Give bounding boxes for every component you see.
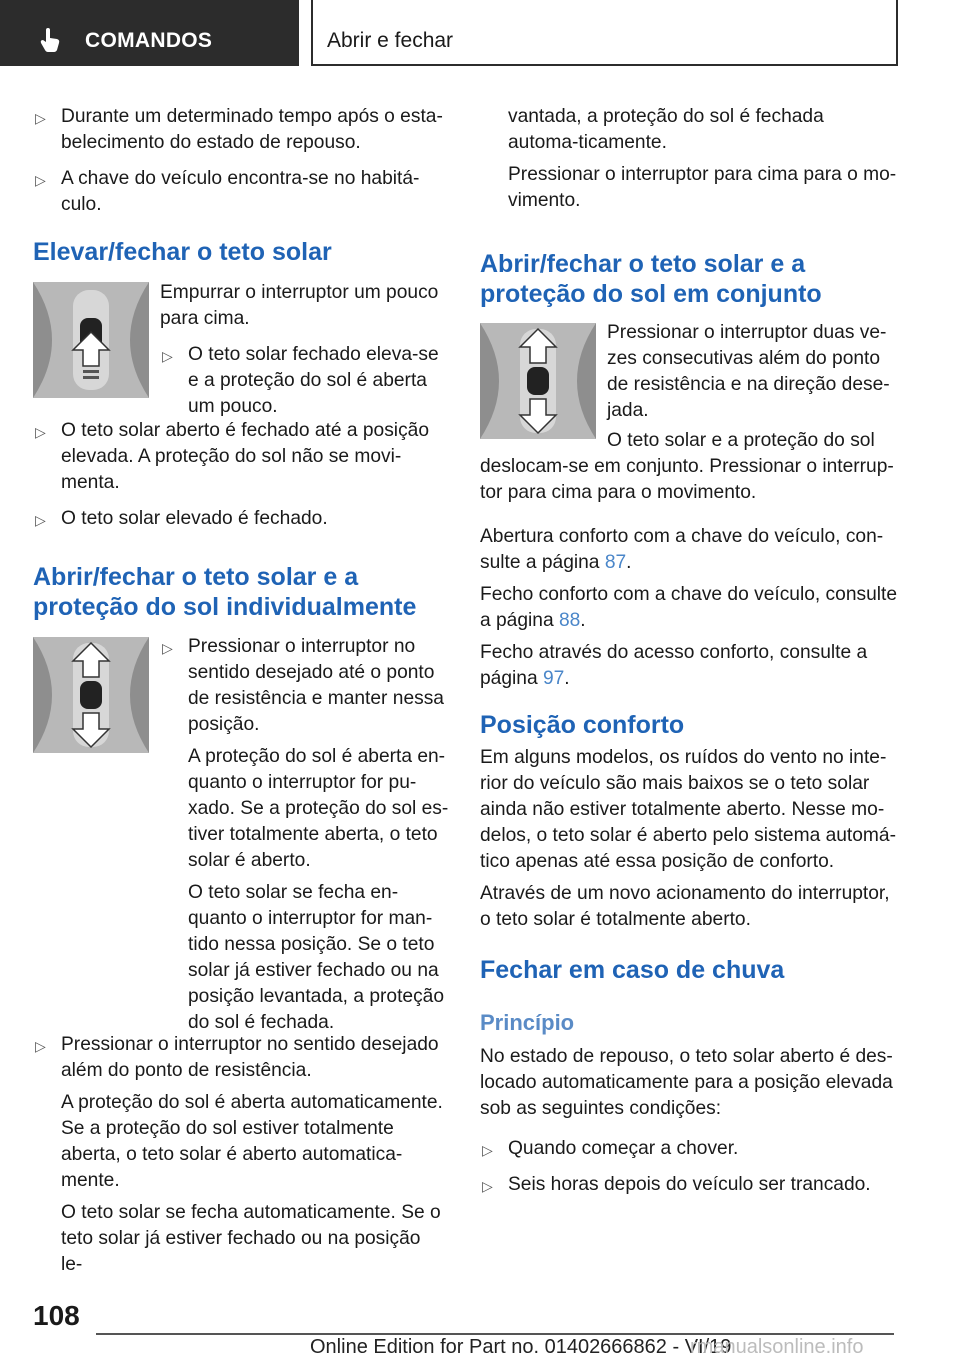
paragraph: Pressionar o interruptor para cima para o mo-vimento. [508,164,897,211]
triangle-bullet-icon: ▷ [162,640,173,656]
chapter-title: Abrir e fechar [327,29,454,52]
list-item: ▷ Seis horas depois do veículo ser trancado. [480,1172,898,1198]
paragraph: No estado de repouso, o teto solar aberto é des-locado automaticamente para a posição elevada sob as seguintes condições: [480,1046,893,1119]
conjunto-intro [607,320,897,424]
heading-posicao: Posição conforto [480,711,685,739]
triangle-bullet-icon: ▷ [35,1038,46,1054]
list-item: ▷ Pressionar o interruptor no sentido desejado além do ponto de resistência. [35,1034,439,1081]
paragraph: Através de um novo acionamento do interruptor, o teto solar é totalmente aberto. [480,883,890,930]
principio-block [480,1044,898,1198]
heading-individual: Abrir/fechar o teto solar e a proteção do sol individualmente [33,563,417,621]
paragraph: A proteção do sol é aberta en-quanto o interruptor for pu-xado. Se a proteção do sol es-tiver totalmente aberta, o teto solar é aberto. [188,746,449,871]
triangle-bullet-icon: ▷ [162,348,173,364]
heading-conjunto: Abrir/fechar o teto solar e a proteção do sol em conjunto [480,250,822,308]
switch-up-illustration [33,282,149,398]
triangle-bullet-icon: ▷ [482,1178,493,1194]
reference-88: Fecho conforto com a chave do veículo, consulte a página 88. [480,584,898,631]
footer-divider [96,1333,894,1335]
chapter-header [311,0,898,66]
edition-note: Online Edition for Part no. 01402666862 - VI/19 [310,1336,732,1358]
list-item: ▷ Quando começar a chover. [480,1136,898,1162]
heading-principio: Princípio [480,1010,575,1035]
triangle-bullet-icon: ▷ [35,512,46,528]
paragraph: A proteção do sol é aberta automaticamente. Se a proteção do sol estiver totalmente aberta, o teto solar é aberto automatica-mente. [61,1092,443,1191]
page-link[interactable]: 97 [542,668,565,689]
list-item: ▷ O teto solar elevado é fechado. [33,506,443,532]
section-title: COMANDOS [85,29,213,52]
heading-chuva: Fechar em caso de chuva [480,956,785,984]
triangle-bullet-icon: ▷ [35,424,46,440]
section-tab [0,0,299,66]
paragraph: Pressionar o interruptor duas ve-zes consecutivas além do ponto de resistência e na direção dese-jada. [607,322,890,421]
elevar-block [160,280,445,420]
watermark: rmanualsonline.info [690,1336,864,1358]
list-item: ▷ O teto solar fechado eleva-se e a proteção do sol é aberta um pouco. [162,344,439,417]
heading-elevar: Elevar/fechar o teto solar [33,238,332,266]
hand-pointer-icon [40,28,60,52]
triangle-bullet-icon: ▷ [482,1142,493,1158]
individual-list [33,1032,445,1278]
elevar-list [33,418,443,532]
page-link[interactable]: 88 [558,610,581,631]
reference-97: Fecho através do acesso conforto, consulte a página 97. [480,642,868,689]
elevar-intro: Empurrar o interruptor um pouco para cima. [160,282,439,329]
posicao-block [480,745,898,933]
right-continuation [508,104,898,214]
reference-87: Abertura conforto com a chave do veículo, con-sulte a página 87. [480,526,884,573]
list-item: ▷ Durante um determinado tempo após o esta-belecimento do estado de repouso. [35,106,443,153]
paragraph: O teto solar se fecha automaticamente. Se o teto solar já estiver fechado ou na posição le- [61,1202,441,1275]
paragraph: Em alguns modelos, os ruídos do vento no inte-rior do veículo são mais baixos se o teto solar ainda não estiver totalmente aberto. Nesse mo-delos, o teto solar é aberto pelo sistema automá-tico apenas até essa posição de conforto. [480,747,896,872]
triangle-bullet-icon: ▷ [35,110,46,126]
list-item: ▷ A chave do veículo encontra-se no habitá-culo. [35,168,420,215]
paragraph: O teto solar e a proteção do sol deslocam-se em conjunto. Pressionar o interrup-tor para cima para o movimento. [480,430,894,503]
paragraph: vantada, a proteção do sol é fechada automa-ticamente. [508,106,824,153]
list-item: ▷ Pressionar o interruptor no sentido desejado até o ponto de resistência e manter nessa posição. [162,636,444,735]
list-item: ▷ O teto solar aberto é fechado até a posição elevada. A proteção do sol não se movi-menta. [35,420,430,493]
switch-updown-illustration [480,323,596,439]
conjunto-block [480,428,898,692]
paragraph: O teto solar se fecha en-quanto o interruptor for man-tido nessa posição. Se o teto solar já estiver fechado ou na posição levantada, a proteção do sol é fechada. [188,882,445,1033]
switch-updown-illustration [33,637,149,753]
left-column [33,104,443,218]
page-link[interactable]: 87 [604,552,627,573]
page-number: 108 [33,1300,80,1331]
triangle-bullet-icon: ▷ [35,172,46,188]
individual-block [160,634,450,1036]
